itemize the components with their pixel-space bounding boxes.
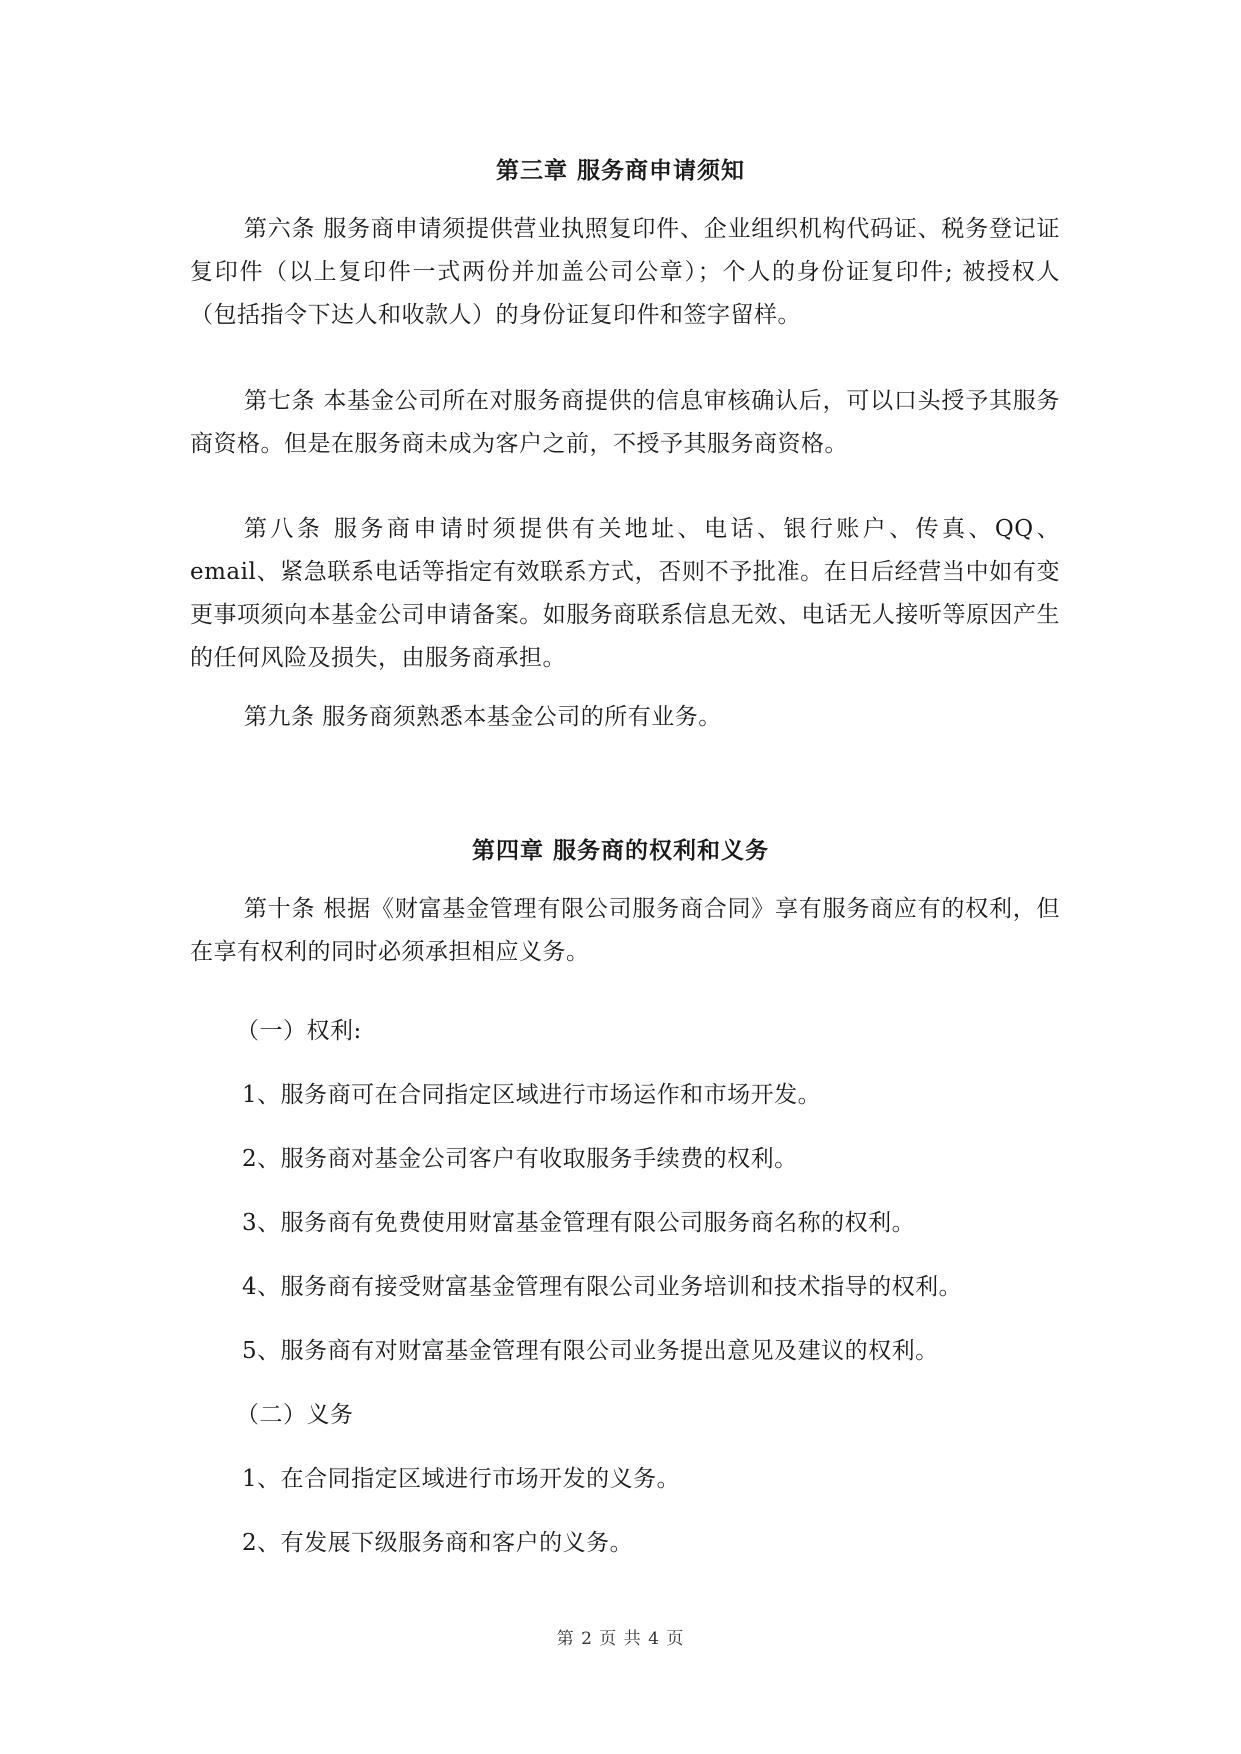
rights-item-1: 1、服务商可在合同指定区域进行市场运作和市场开发。 <box>242 1082 822 1108</box>
article-10: 第十条 根据《财富基金管理有限公司服务商合同》享有服务商应有的权利，但在享有权利的同时必须承担相应义务。 <box>190 896 1060 965</box>
chapter-3-title: 第三章 服务商申请须知 <box>495 158 745 184</box>
duties-item-1: 1、在合同指定区域进行市场开发的义务。 <box>242 1466 681 1492</box>
rights-item-3: 3、服务商有免费使用财富基金管理有限公司服务商名称的权利。 <box>242 1210 916 1236</box>
article-9: 第九条 服务商须熟悉本基金公司的所有业务。 <box>244 704 722 730</box>
article-8: 第八条 服务商申请时须提供有关地址、电话、银行账户、传真、QQ、email、紧急联系电话等指定有效联系方式，否则不予批准。在日后经营当中如有变更事项须向本基金公司申请备案。如服务商联系信息无效、电话无人接听等原因产生的任何风险及损失，由服务商承担。 <box>190 516 1060 671</box>
duties-item-2: 2、有发展下级服务商和客户的义务。 <box>242 1530 634 1556</box>
article-7: 第七条 本基金公司所在对服务商提供的信息审核确认后，可以口头授予其服务商资格。但是在服务商未成为客户之前，不授予其服务商资格。 <box>190 388 1060 457</box>
chapter-4-title: 第四章 服务商的权利和义务 <box>471 838 769 864</box>
duties-heading: （二）义务 <box>236 1402 354 1428</box>
page-number: 第 2 页 共 4 页 <box>556 1629 685 1649</box>
rights-item-5: 5、服务商有对财富基金管理有限公司业务提出意见及建议的权利。 <box>242 1338 939 1364</box>
rights-item-2: 2、服务商对基金公司客户有收取服务手续费的权利。 <box>242 1146 798 1172</box>
article-6: 第六条 服务商申请须提供营业执照复印件、企业组织机构代码证、税务登记证复印件（以上复印件一式两份并加盖公司公章）；个人的身份证复印件; 被授权人（包括指令下达人和收款人）的身份证复印件和签字留样。 <box>190 216 1060 328</box>
rights-item-4: 4、服务商有接受财富基金管理有限公司业务培训和技术指导的权利。 <box>242 1274 963 1300</box>
rights-heading: （一）权利: <box>236 1018 362 1044</box>
